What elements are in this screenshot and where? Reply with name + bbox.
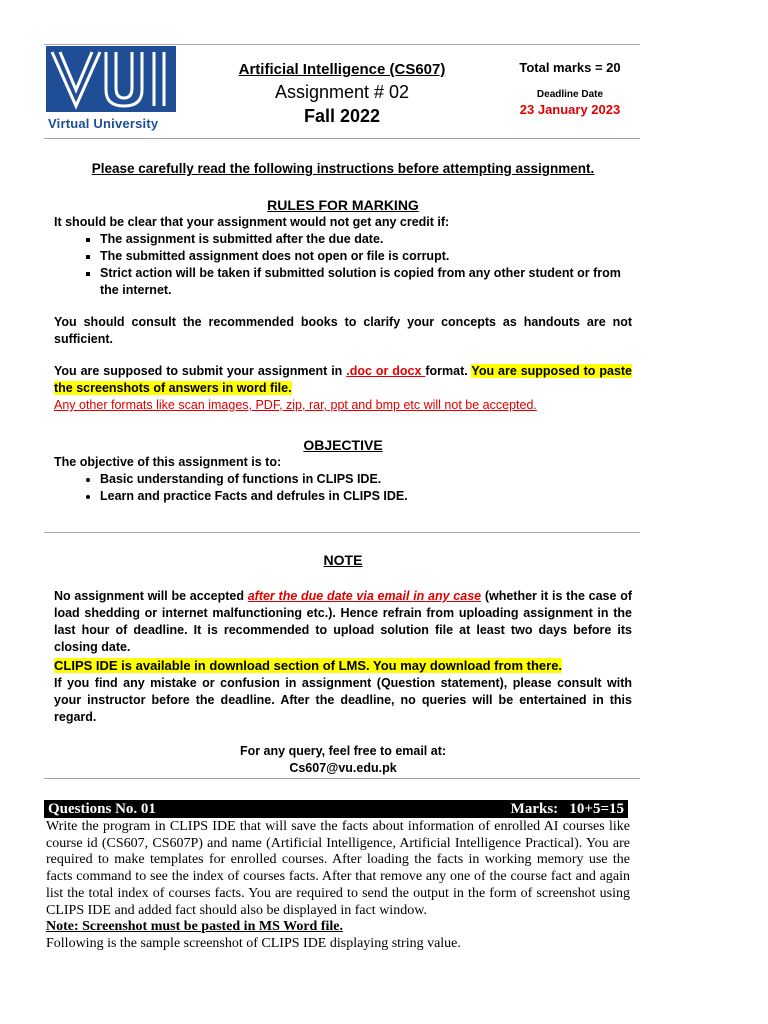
note-pre: No assignment will be accepted (54, 589, 248, 603)
header-center (232, 60, 452, 128)
header-right (505, 59, 635, 118)
total-marks: Total marks = 20 (519, 60, 621, 75)
objective-item: • Learn and practice Facts and defrules in CLIPS IDE. (100, 488, 632, 505)
note-section (54, 552, 632, 777)
vu-logo (46, 46, 176, 132)
question-marks: Marks: 10+5=15 (510, 801, 624, 817)
note-post: (whether it is the case of load shedding or internet malfunctioning etc.). Hence refrain from uploading assignment in the last hour of deadline. It is recommended to upload solution file at least two days before its closing date. (54, 589, 632, 654)
objective-item: • Basic understanding of functions in CLIPS IDE. (100, 471, 632, 488)
note-heading: NOTE (323, 552, 363, 568)
question-text: Write the program in CLIPS IDE that will save the facts about information of enrolled AI courses like course id (CS607, CS607P) and name (Artificial Intelligence, Artificial Intelligence Practical). You are required to make templates for enrolled courses. After loading the facts in working memory use the facts command to see the index of courses facts. After that remove any one of the course fact and again list the total index of courses facts. You are required to send the output in the form of screenshot using CLIPS IDE and added fact should also be displayed in fact window. (46, 819, 630, 918)
question-body (46, 819, 630, 953)
term: Fall 2022 (303, 106, 381, 126)
objective-list (54, 471, 632, 505)
submit-format: .doc or docx (346, 364, 426, 378)
submit-mid: format. (425, 364, 472, 378)
query-text: For any query, feel free to email at: (239, 744, 447, 758)
note-red: after the due date via email in any case (247, 589, 482, 603)
submit-format-text (54, 363, 632, 397)
note-rule (44, 778, 640, 779)
header-rule (44, 138, 640, 139)
deadline-label: Deadline Date (536, 89, 604, 100)
query-email[interactable]: Cs607@vu.edu.pk (289, 761, 397, 775)
objective-rule (44, 532, 640, 533)
rules-intro: It should be clear that your assignment would not get any credit if: (54, 215, 450, 229)
objective-section (54, 437, 632, 505)
instructions-title: Please carefully read the following instructions before attempting assignment. (91, 161, 595, 176)
rules-section (54, 197, 632, 414)
submit-highlight: You are supposed to paste the screenshots of answers in word file. (54, 364, 633, 395)
rule-item: ▪ The assignment is submitted after the due date. (100, 231, 632, 248)
top-rule (44, 44, 640, 45)
consult-text: You should consult the recommended books to clarify your concepts as handouts are not sufficient. (54, 315, 632, 346)
question-bar (44, 800, 628, 818)
question-label: Questions No. 01 (48, 801, 156, 817)
course-title: Artificial Intelligence (CS607) (238, 61, 446, 78)
submit-pre: You are supposed to submit your assignment in (54, 364, 347, 378)
rule-item: ▪ The submitted assignment does not open or file is corrupt. (100, 248, 632, 265)
assignment-number: Assignment # 02 (274, 82, 410, 102)
vu-logo-mark (46, 46, 176, 112)
question-following: Following is the sample screenshot of CLIPS IDE displaying string value. (46, 935, 461, 951)
clips-highlight: CLIPS IDE is available in download section of LMS. You may download from there. (54, 658, 563, 673)
logo-text: Virtual University (48, 116, 159, 131)
note-paragraph (54, 588, 632, 656)
deadline-date: 23 January 2023 (519, 102, 621, 117)
rules-list (54, 231, 632, 299)
other-formats-text: Any other formats like scan images, PDF, zip, rar, ppt and bmp etc will not be accepted. (54, 398, 537, 412)
mistake-text: If you find any mistake or confusion in assignment (Question statement), please consult with your instructor before the deadline. After the deadline, no queries will be entertained in this regard. (54, 676, 632, 724)
rules-heading: RULES FOR MARKING (267, 197, 419, 213)
objective-heading: OBJECTIVE (303, 437, 383, 453)
rule-item: ▪ Strict action will be taken if submitted solution is copied from any other student or from the internet. (100, 265, 632, 299)
objective-intro: The objective of this assignment is to: (54, 455, 282, 469)
question-note: Note: Screenshot must be pasted in MS Word file. (46, 919, 343, 935)
